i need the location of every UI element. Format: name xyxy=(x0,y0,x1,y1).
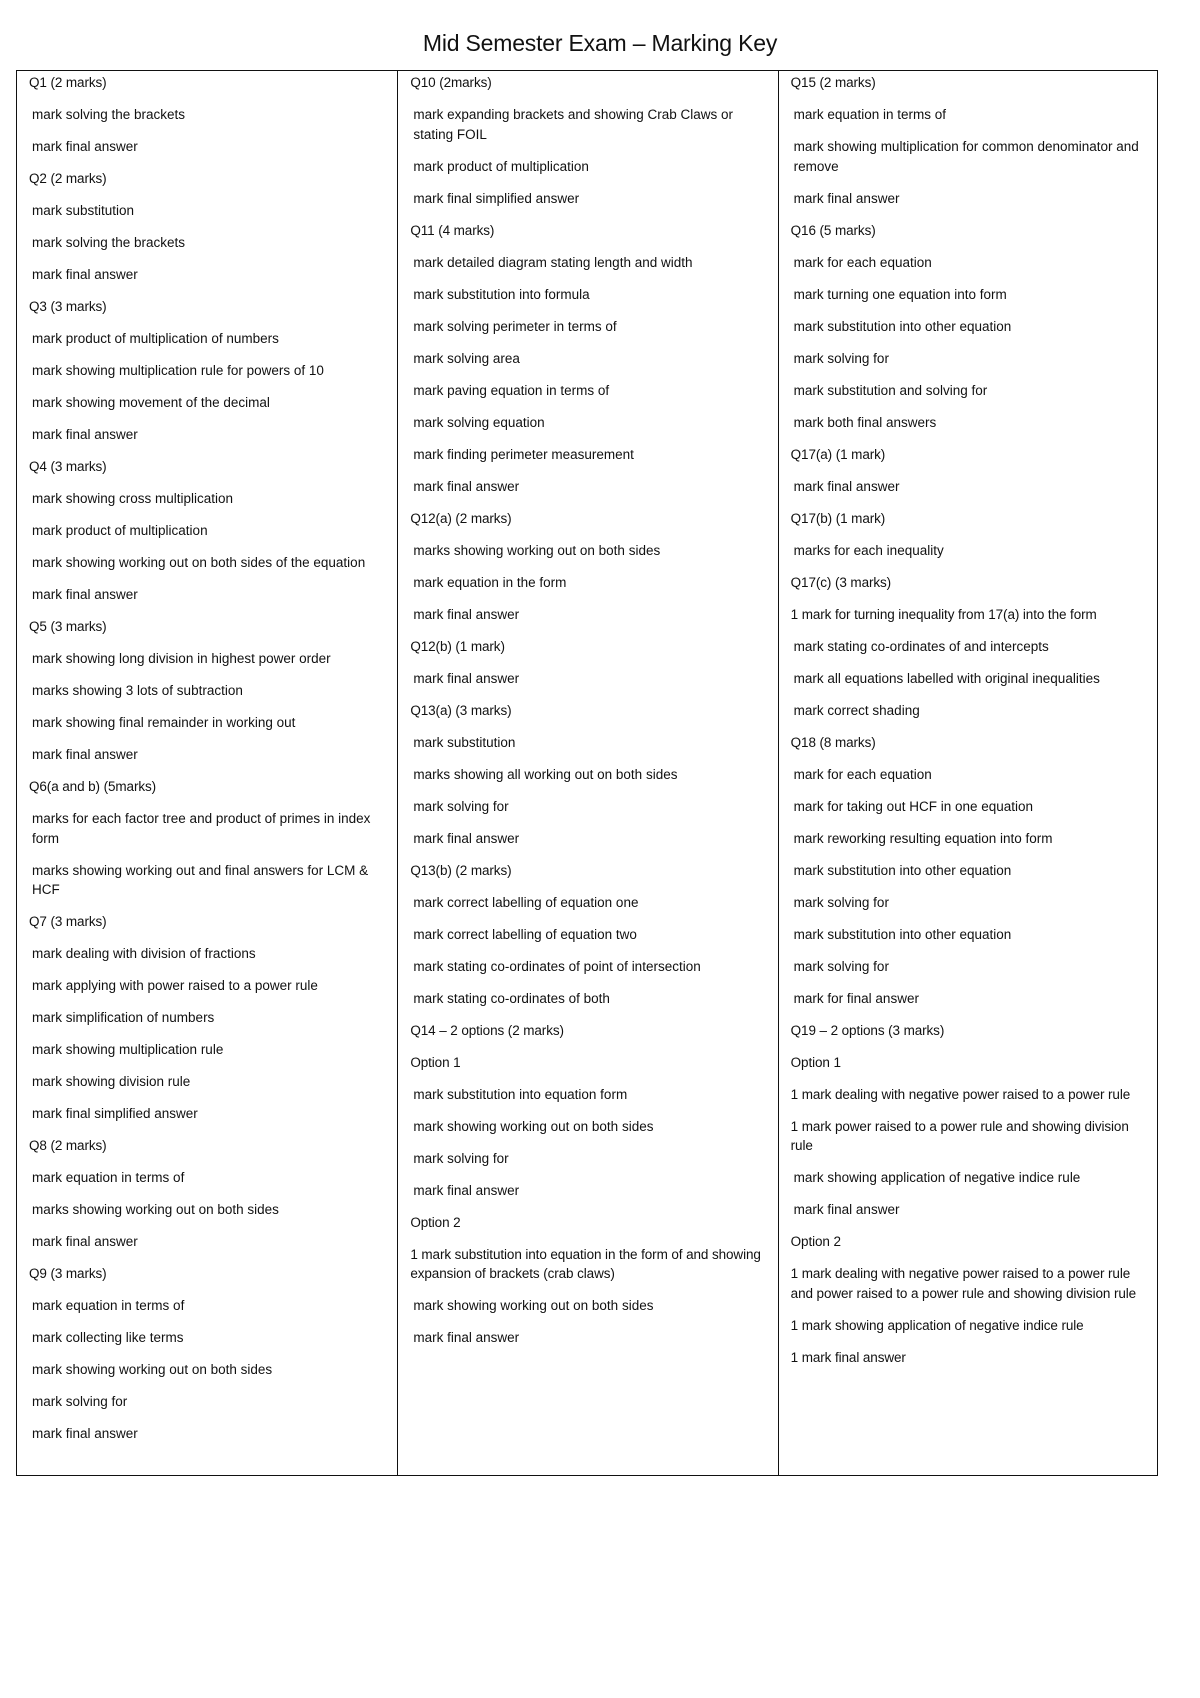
marking-criterion: marks showing all working out on both sides xyxy=(413,766,678,782)
question-heading: 1 mark power raised to a power rule and showing division rule xyxy=(790,1118,1129,1153)
marking-criterion: mark paving equation in terms of xyxy=(413,382,610,398)
marking-criterion: mark final answer xyxy=(32,1234,138,1249)
column-3 xyxy=(778,71,1157,1475)
marking-criterion: mark final answer xyxy=(413,670,520,686)
marking-criterion: mark for final answer xyxy=(793,990,919,1006)
marking-criterion: mark product of multiplication xyxy=(413,158,589,174)
marking-criterion: mark solving for xyxy=(413,1150,509,1166)
column-1 xyxy=(17,71,397,1475)
marking-criterion: mark expanding brackets and showing Crab Claws or stating FOIL xyxy=(413,107,733,142)
marking-criterion: mark substitution into other equation xyxy=(793,318,1012,334)
marking-criterion: mark solving the brackets xyxy=(32,235,186,250)
marking-criterion: mark showing multiplication for common denominator and remove xyxy=(793,139,1139,174)
marking-criterion: mark showing final remainder in working out xyxy=(32,715,296,730)
marking-criterion: mark all equations labelled with original inequalities xyxy=(793,670,1100,686)
marking-criterion: mark showing multiplication rule xyxy=(32,1042,224,1057)
question-heading: Q2 (2 marks) xyxy=(29,171,107,186)
marking-criterion: mark both final answers xyxy=(793,414,937,430)
marking-criterion: marks showing working out on both sides xyxy=(413,542,661,558)
question-heading: Option 1 xyxy=(410,1054,461,1070)
marking-criterion: mark equation in terms of xyxy=(32,1298,185,1313)
marking-criterion: mark showing cross multiplication xyxy=(32,491,234,506)
marking-criterion: mark final answer xyxy=(32,139,138,154)
marking-criterion: mark dealing with division of fractions xyxy=(32,946,256,961)
marking-criterion: marks for each factor tree and product of primes in index form xyxy=(32,811,371,846)
marking-criterion: mark showing long division in highest power order xyxy=(32,651,331,666)
marking-criterion: mark showing working out on both sides xyxy=(413,1298,654,1313)
marking-criterion: mark final answer xyxy=(32,1426,138,1441)
marking-criterion: mark final answer xyxy=(793,190,900,206)
question-heading: Q9 (3 marks) xyxy=(29,1266,107,1281)
marking-criterion: mark stating co-ordinates of and intercepts xyxy=(793,638,1049,654)
marking-criterion: mark solving for xyxy=(793,958,889,974)
marking-criterion: mark solving for xyxy=(32,1394,128,1409)
column-2 xyxy=(397,71,777,1475)
question-heading: Q19 – 2 options (3 marks) xyxy=(790,1022,945,1038)
marking-criterion: mark substitution xyxy=(413,734,516,750)
question-heading: Q13(a) (3 marks) xyxy=(410,702,512,718)
marking-criterion: mark final answer xyxy=(413,478,520,494)
marking-criterion: mark simplification of numbers xyxy=(32,1010,215,1025)
marking-criterion: mark substitution and solving for xyxy=(793,382,988,398)
marking-criterion: mark equation in the form xyxy=(413,574,567,590)
question-heading: Q17(a) (1 mark) xyxy=(790,446,886,462)
marking-key-table xyxy=(16,70,1158,1476)
question-heading: Q17(b) (1 mark) xyxy=(790,510,886,526)
marking-criterion: mark applying with power raised to a power rule xyxy=(32,978,318,993)
marking-criterion: mark stating co-ordinates of point of intersection xyxy=(413,958,701,974)
marking-criterion: mark solving area xyxy=(413,350,520,366)
marking-criterion: mark substitution into other equation xyxy=(793,862,1012,878)
question-heading: Q3 (3 marks) xyxy=(29,299,107,314)
marking-criterion: mark equation in terms of xyxy=(793,107,946,122)
marking-criterion: mark substitution into equation form xyxy=(413,1086,628,1102)
question-heading: 1 mark final answer xyxy=(790,1349,906,1365)
question-heading: Q4 (3 marks) xyxy=(29,459,107,474)
marking-criterion: mark final simplified answer xyxy=(32,1106,198,1121)
marking-criterion: mark turning one equation into form xyxy=(793,286,1007,302)
question-heading: Q5 (3 marks) xyxy=(29,619,107,634)
question-heading: Option 2 xyxy=(410,1214,461,1230)
question-heading: 1 mark dealing with negative power raised to a power rule and power raised to a power rule and showing division rule xyxy=(790,1266,1137,1301)
marking-criterion: mark solving perimeter in terms of xyxy=(413,318,617,334)
marking-criterion: mark solving for xyxy=(793,894,889,910)
question-heading: Q11 (4 marks) xyxy=(410,222,495,238)
marking-criterion: mark substitution xyxy=(32,203,135,218)
question-heading: Q10 (2marks) xyxy=(410,75,492,90)
marking-criterion: mark showing division rule xyxy=(32,1074,191,1089)
marking-criterion: mark solving for xyxy=(793,350,889,366)
marking-criterion: mark solving for xyxy=(413,798,509,814)
marking-criterion: mark substitution into formula xyxy=(413,286,590,302)
marking-criterion: mark final answer xyxy=(32,427,138,442)
marking-criterion: mark showing working out on both sides xyxy=(413,1118,654,1134)
marking-criterion: mark final answer xyxy=(413,1182,520,1198)
marking-criterion: mark final answer xyxy=(793,1202,900,1217)
marking-criterion: mark solving the brackets xyxy=(32,107,186,122)
marking-criterion: mark for each equation xyxy=(793,766,932,782)
marking-criterion: mark product of multiplication of numbers xyxy=(32,331,279,346)
question-heading: 1 mark dealing with negative power raised to a power rule xyxy=(790,1086,1131,1102)
marking-criterion: mark finding perimeter measurement xyxy=(413,446,634,462)
marking-criterion: mark showing working out on both sides of the equation xyxy=(32,555,366,570)
marking-criterion: mark product of multiplication xyxy=(32,523,208,538)
marking-criterion: marks showing 3 lots of subtraction xyxy=(32,683,243,698)
marking-criterion: mark stating co-ordinates of both xyxy=(413,990,610,1006)
marking-criterion: mark final answer xyxy=(413,606,520,622)
question-heading: 1 mark showing application of negative indice rule xyxy=(790,1317,1084,1333)
marking-criterion: mark for taking out HCF in one equation xyxy=(793,798,1034,814)
marking-criterion: mark final answer xyxy=(413,1330,520,1345)
question-heading: 1 mark for turning inequality from 17(a) into the form xyxy=(790,606,1097,622)
marking-criterion: mark substitution into other equation xyxy=(793,926,1012,942)
question-heading: Q14 – 2 options (2 marks) xyxy=(410,1022,564,1038)
question-heading: Option 2 xyxy=(790,1234,841,1249)
marking-criterion: mark showing application of negative indice rule xyxy=(793,1170,1081,1185)
question-heading: Q8 (2 marks) xyxy=(29,1138,107,1153)
question-heading: Q12(b) (1 mark) xyxy=(410,638,505,654)
question-heading: Q18 (8 marks) xyxy=(790,734,876,750)
marking-criterion: mark showing multiplication rule for powers of 10 xyxy=(32,363,324,378)
marking-criterion: mark for each equation xyxy=(793,254,932,270)
marking-criterion: marks for each inequality xyxy=(793,542,944,558)
question-heading: Q17(c) (3 marks) xyxy=(790,574,892,590)
marking-criterion: mark showing movement of the decimal xyxy=(32,395,270,410)
question-heading: Q7 (3 marks) xyxy=(29,914,107,929)
marking-criterion: mark final answer xyxy=(32,747,138,762)
marking-criterion: mark final answer xyxy=(413,830,520,846)
marking-criterion: marks showing working out and final answers for LCM & HCF xyxy=(32,862,369,897)
marking-criterion: mark final simplified answer xyxy=(413,190,580,206)
question-heading: Q1 (2 marks) xyxy=(29,75,107,90)
marking-criterion: mark equation in terms of xyxy=(32,1170,185,1185)
question-heading: Q13(b) (2 marks) xyxy=(410,862,512,878)
marking-criterion: mark correct shading xyxy=(793,702,920,718)
marking-criterion: mark showing working out on both sides xyxy=(32,1362,273,1377)
question-heading: Q15 (2 marks) xyxy=(790,75,876,90)
question-heading: Q16 (5 marks) xyxy=(790,222,876,238)
marking-criterion: mark collecting like terms xyxy=(32,1330,184,1345)
question-heading: Option 1 xyxy=(790,1054,841,1070)
marking-criterion: mark final answer xyxy=(793,478,900,494)
marking-criterion: marks showing working out on both sides xyxy=(32,1202,279,1217)
marking-criterion: mark final answer xyxy=(32,267,138,282)
marking-criterion: mark correct labelling of equation two xyxy=(413,926,637,942)
marking-criterion: mark final answer xyxy=(32,587,138,602)
question-heading: Q6(a and b) (5marks) xyxy=(29,779,157,794)
marking-criterion: mark solving equation xyxy=(413,414,545,430)
marking-criterion: mark reworking resulting equation into form xyxy=(793,830,1053,846)
question-heading: 1 mark substitution into equation in the form of and showing expansion of brackets (crab claws) xyxy=(410,1246,761,1281)
question-heading: Q12(a) (2 marks) xyxy=(410,510,512,526)
page-title: Mid Semester Exam – Marking Key xyxy=(422,30,778,56)
marking-criterion: mark correct labelling of equation one xyxy=(413,894,639,910)
marking-criterion: mark detailed diagram stating length and width xyxy=(413,254,693,270)
